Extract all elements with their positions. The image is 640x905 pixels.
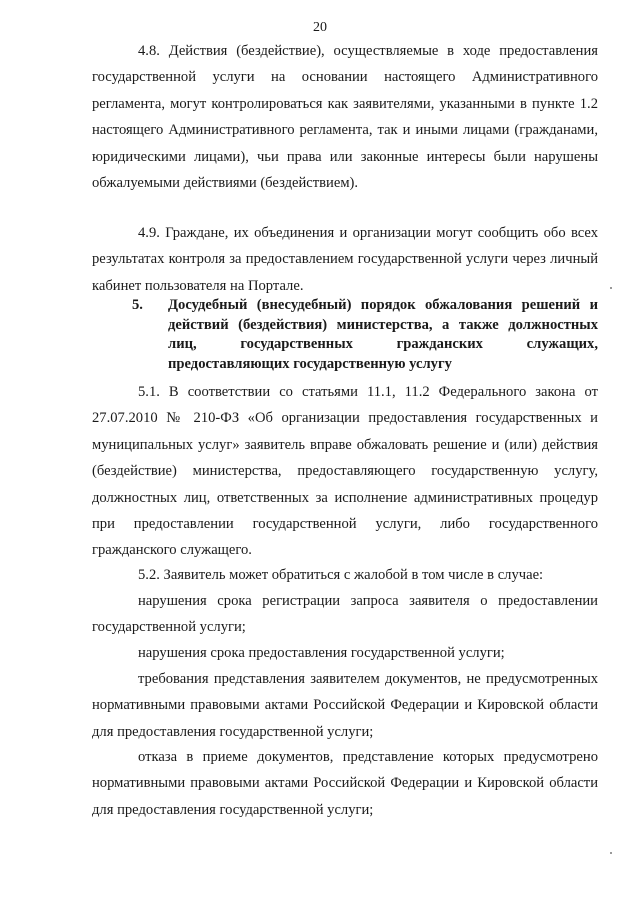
complaint-case-item: отказа в приеме документов, представление которых предусмотрено нормативными правовыми актами Российской Федерации и Кировской области для предоставления государственной услуги; — [92, 749, 598, 818]
section-title: Досудебный (внесудебный) порядок обжалования решений и действий (бездействия) министерства, а также должностных лиц, государственных гражданских служащих, предоставляющих государственную услугу — [168, 297, 598, 372]
paragraph-5-2: 5.2. Заявитель может обратиться с жалобой в том числе в случае: — [138, 567, 544, 583]
complaint-case-item: нарушения срока предоставления государственной услуги; — [138, 645, 505, 661]
scan-speck — [610, 287, 612, 289]
scan-speck — [610, 852, 612, 854]
complaint-case-item: нарушения срока регистрации запроса заявителя о предоставлении государственной услуги; — [92, 593, 598, 636]
page-number: 20 — [313, 20, 327, 35]
section-number: 5. — [132, 297, 143, 313]
paragraph-5-1: 5.1. В соответствии со статьями 11.1, 11.2 Федерального закона от 27.07.2010 № 210-ФЗ «Об организации предоставления государственных и муниципальных услуг» заявитель вправе обжаловать решение и (или) действия (бездействие) министерства, предоставляющего государственную услугу, должностных лиц, ответственных за исполнение административных процедур при предоставлении государственной услуги, либо государственного гражданского служащего. — [92, 384, 598, 559]
paragraph-4-9: 4.9. Граждане, их объединения и организации могут сообщить обо всех результатах контроля за предоставлением государственной услуги через личный кабинет пользователя на Портале. — [92, 225, 598, 294]
complaint-case-item: требования представления заявителем документов, не предусмотренных нормативными правовыми актами Российской Федерации и Кировской области для предоставления государственной услуги; — [92, 671, 598, 740]
section-5-heading — [92, 296, 598, 374]
paragraph-4-8: 4.8. Действия (бездействие), осуществляемые в ходе предоставления государственной услуги на основании настоящего Административного регламента, могут контролироваться как заявителями, указанными в пункте 1.2 настоящего Административного регламента, так и иными лицами (гражданами, юридическими лицами), чьи права или законные интересы были нарушены обжалуемыми действиями (бездействием). — [92, 43, 598, 192]
